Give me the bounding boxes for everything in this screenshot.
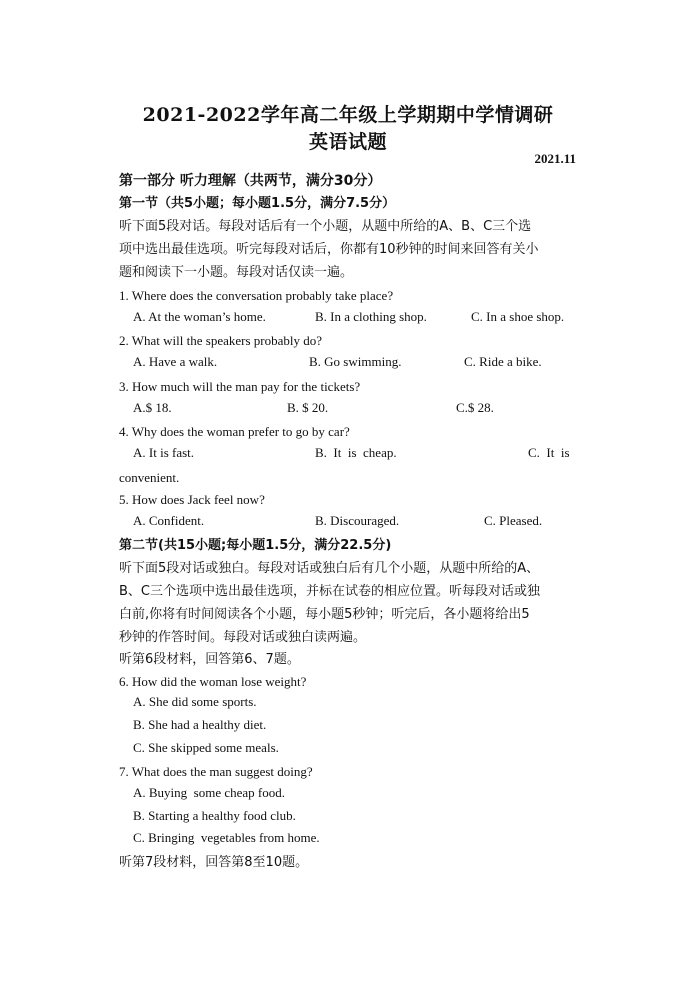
q7-option-a: A. Buying some cheap food. — [133, 785, 286, 800]
q5-option-b: B. Discouraged. — [315, 513, 400, 528]
q3-option-c: C.$ 28. — [456, 400, 494, 415]
q7-option-b: B. Starting a healthy food club. — [133, 808, 296, 823]
q2-option-c: C. Ride a bike. — [464, 354, 542, 369]
q1-option-a: A. At the woman’s home. — [133, 309, 266, 324]
q3-option-a: A.$ 18. — [133, 400, 172, 415]
section1-heading: 第一节（共5小题；每小题1.5分，满分7.5分） — [119, 196, 396, 211]
q5-option-a: A. Confident. — [133, 513, 205, 528]
exam-subtitle: 英语试题 — [308, 131, 387, 153]
question-3: 3. How much will the man pay for the tickets? — [119, 379, 361, 394]
question-2: 2. What will the speakers probably do? — [119, 333, 323, 348]
q6-option-c: C. She skipped some meals. — [133, 740, 279, 755]
q2-option-b: B. Go swimming. — [309, 354, 402, 369]
section2-instruction-line: 听下面5段对话或独白。每段对话或独白后有几个小题，从题中所给的A、 — [119, 561, 540, 576]
section1-instruction-line: 听下面5段对话。每段对话后有一个小题，从题中所给的A、B、C三个选 — [119, 219, 532, 234]
question-7: 7. What does the man suggest doing? — [119, 764, 313, 779]
q4-option-c-continued: convenient. — [119, 470, 180, 485]
section2-instruction-line: B、C三个选项中选出最佳选项，并标在试卷的相应位置。听每段对话或独 — [119, 584, 540, 599]
q4-option-b: B. It is cheap. — [315, 445, 397, 460]
q3-option-b: B. $ 20. — [287, 400, 329, 415]
q1-option-c: C. In a shoe shop. — [471, 309, 565, 324]
q6-option-b: B. She had a healthy diet. — [133, 717, 267, 732]
section2-instruction-line: 白前,你将有时间阅读各个小题，每小题5秒钟；听完后，各小题将给出5 — [119, 607, 530, 622]
section1-instruction-line: 题和阅读下一小题。每段对话仅读一遍。 — [119, 265, 354, 280]
question-5: 5. How does Jack feel now? — [119, 492, 265, 507]
q4-option-a: A. It is fast. — [133, 445, 195, 460]
section2-instruction-line: 秒钟的作答时间。每段对话或独白读两遍。 — [119, 630, 367, 645]
question-6: 6. How did the woman lose weight? — [119, 674, 307, 689]
q6-option-a: A. She did some sports. — [133, 694, 257, 709]
material-6-lead: 听第6段材料，回答第6、7题。 — [119, 652, 300, 667]
section2-heading: 第二节(共15小题;每小题1.5分，满分22.5分) — [119, 538, 392, 553]
q5-option-c: C. Pleased. — [484, 513, 543, 528]
section1-instruction-line: 项中选出最佳选项。听完每段对话后，你都有10秒钟的时间来回答有关小 — [119, 242, 539, 257]
part1-heading: 第一部分 听力理解（共两节，满分30分） — [119, 173, 382, 189]
q2-option-a: A. Have a walk. — [133, 354, 218, 369]
question-1: 1. Where does the conversation probably take place? — [119, 288, 394, 303]
exam-title: 2021-2022学年高二年级上学期期中学情调研 — [142, 104, 554, 126]
q1-option-b: B. In a clothing shop. — [315, 309, 427, 324]
q4-option-c: C. It is — [528, 445, 570, 460]
material-7-lead: 听第7段材料，回答第8至10题。 — [119, 855, 309, 870]
question-4: 4. Why does the woman prefer to go by car? — [119, 424, 350, 439]
exam-date: 2021.11 — [534, 151, 576, 166]
q7-option-c: C. Bringing vegetables from home. — [133, 830, 320, 845]
